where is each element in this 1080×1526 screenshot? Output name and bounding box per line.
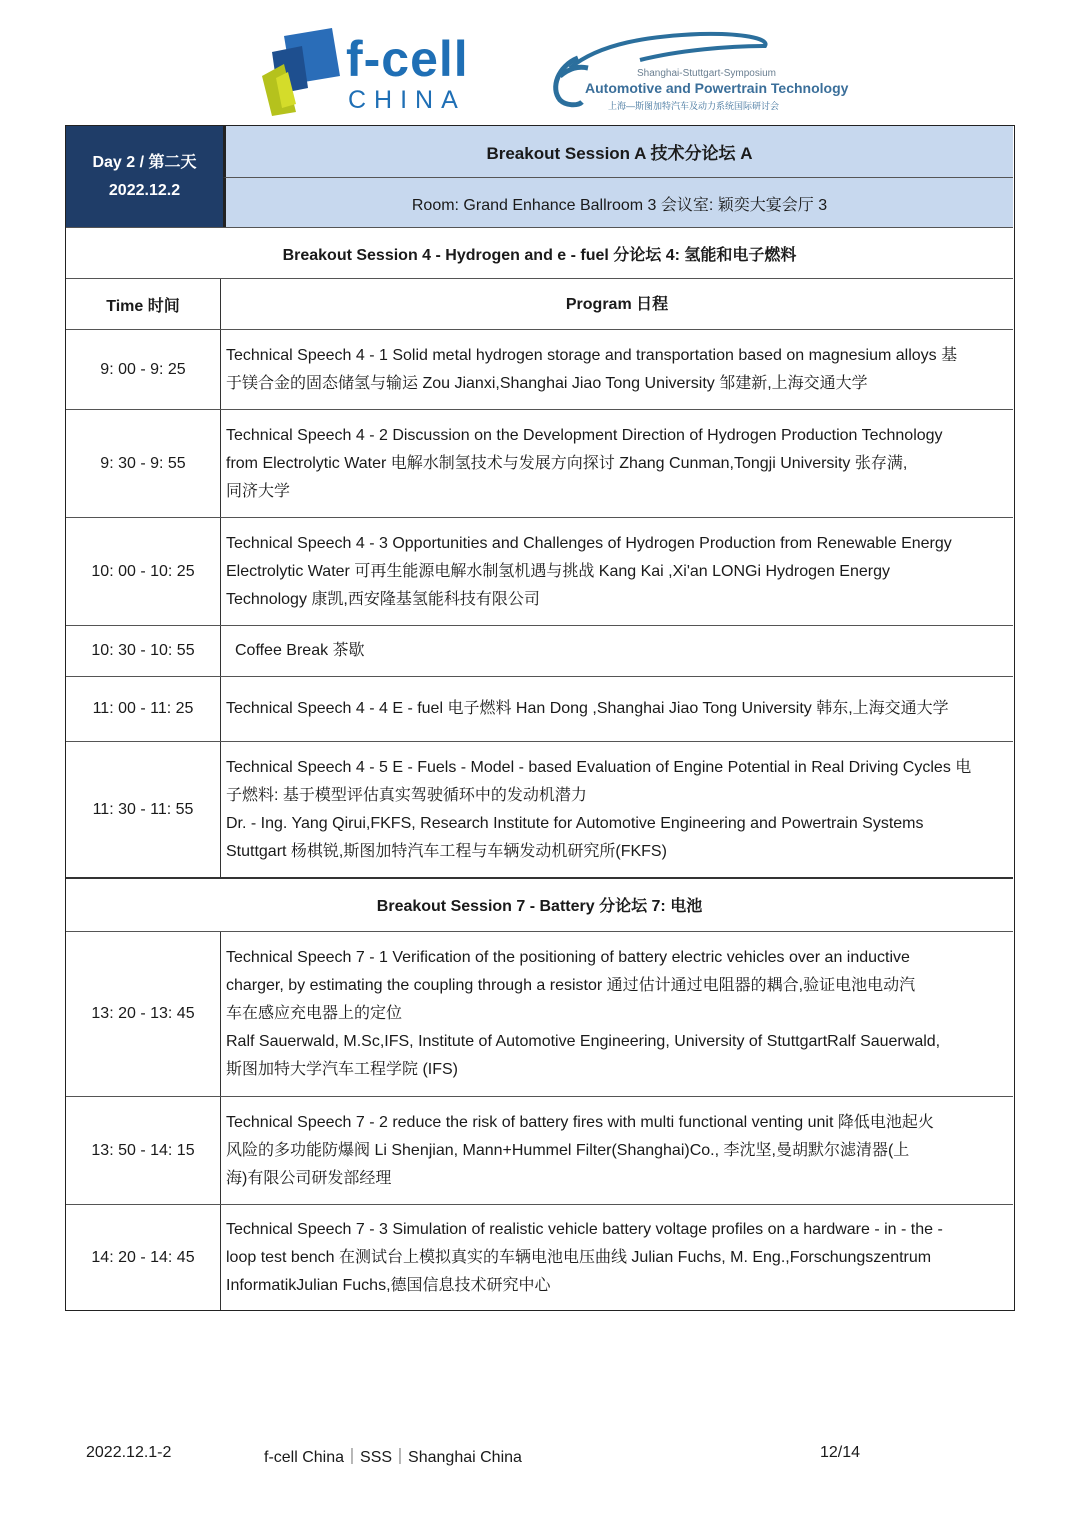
program-line: InformatikJulian Fuchs,德国信息技术研究中心	[226, 1276, 551, 1294]
coffee-break-label: Coffee Break 茶歇	[235, 642, 365, 659]
footer-page-number: 12/14	[820, 1444, 861, 1461]
program-line: 子燃料: 基于模型评估真实驾驶循环中的发动机潜力	[226, 786, 587, 804]
program-line: from Electrolytic Water 电解水制氢技术与发展方向探讨 Zhang Cunman,Tongji University 张存满,	[226, 454, 908, 472]
program-line: 同济大学	[226, 482, 291, 500]
program-cell	[220, 1097, 1013, 1204]
header-logos	[0, 22, 1080, 122]
program-line: Technology 康凯,西安隆基氢能科技有限公司	[226, 590, 540, 608]
day-cell	[66, 126, 223, 228]
program-line: Stuttgart 杨棋锐,斯图加特汽车工程与车辆发动机研究所(FKFS)	[226, 842, 667, 860]
row-time: 9: 30 - 9: 55	[100, 454, 186, 472]
program-line: 车在感应充电器上的定位	[226, 1005, 403, 1022]
schedule-table	[65, 125, 1015, 1311]
sss-subtitle: Shanghai-Stuttgart-Symposium	[637, 68, 776, 79]
session-title: Breakout Session A 技术分论坛 A	[223, 126, 1013, 177]
session7-title: Breakout Session 7 - Battery 分论坛 7: 电池	[376, 898, 703, 915]
program-line: charger, by estimating the coupling through a resistor 通过估计通过电阻器的耦合,验证电池电动汽	[226, 977, 916, 994]
program-cell	[220, 518, 1013, 625]
day-date: 2022.12.2	[108, 182, 181, 199]
fcell-wordmark: f-cell	[346, 31, 469, 87]
row-time: 11: 00 - 11: 25	[92, 700, 194, 717]
program-cell	[220, 677, 1013, 741]
row-time: 13: 50 - 14: 15	[91, 1141, 195, 1159]
program-line: Technical Speech 4 - 1 Solid metal hydrogen storage and transportation based on magnesium alloys 基	[226, 346, 958, 364]
sss-logo	[530, 28, 849, 118]
program-line: 斯图加特大学汽车工程学院 (IFS)	[226, 1061, 458, 1078]
program-line: Technical Speech 4 - 2 Discussion on the Development Direction of Hydrogen Production Technology	[226, 426, 943, 444]
row-time: 9: 00 - 9: 25	[100, 360, 186, 378]
room-label: Room: Grand Enhance Ballroom 3 会议室: 颖奕大宴会厅 3	[223, 177, 1013, 228]
col-program-header: Program 日程	[220, 279, 1013, 330]
program-cell	[220, 932, 1013, 1096]
program-line: Ralf Sauerwald, M.Sc,IFS, Institute of Automotive Engineering, University of StuttgartRalf Sauerwald,	[226, 1033, 941, 1050]
program-line: 海)有限公司研发部经理	[226, 1169, 392, 1187]
program-line: 于镁合金的固态储氢与输运 Zou Jianxi,Shanghai Jiao Tong University 邹建新,上海交通大学	[226, 374, 868, 392]
fcell-china-logo	[262, 26, 472, 118]
program-line: Technical Speech 7 - 3 Simulation of realistic vehicle battery voltage profiles on a hardware - in - the -	[226, 1220, 943, 1238]
program-line: loop test bench 在测试台上模拟真实的车辆电池电压曲线 Julian Fuchs, M. Eng.,Forschungszentrum	[226, 1248, 932, 1266]
program-line: 风险的多功能防爆阀 Li Shenjian, Mann+Hummel Filter(Shanghai)Co., 李沈坚,曼胡默尔滤清器(上	[226, 1141, 910, 1159]
program-line: Technical Speech 4 - 3 Opportunities and Challenges of Hydrogen Production from Renewable Energy	[226, 534, 952, 552]
sss-title: Automotive and Powertrain Technology	[585, 80, 849, 96]
row-time: 11: 30 - 11: 55	[92, 800, 194, 818]
program-line: Electrolytic Water 可再生能源电解水制氢机遇与挑战 Kang Kai ,Xi'an LONGi Hydrogen Energy	[226, 562, 890, 580]
program-cell	[220, 1205, 1013, 1310]
fcell-logo-mark-icon	[262, 28, 342, 116]
footer-date: 2022.12.1-2	[86, 1444, 172, 1461]
col-time-header: Time 时间	[106, 298, 180, 315]
fcell-china-wordmark: CHINA	[348, 86, 466, 114]
footer-event: f-cell China｜SSS｜Shanghai China	[264, 1449, 522, 1466]
session4-title: Breakout Session 4 - Hydrogen and e - fuel 分论坛 4: 氢能和电子燃料	[282, 247, 797, 264]
day-label: Day 2 / 第二天	[92, 154, 197, 171]
program-line: Technical Speech 4 - 4 E - fuel 电子燃料 Han Dong ,Shanghai Jiao Tong University 韩东,上海交通大学	[226, 700, 949, 717]
row-time: 10: 30 - 10: 55	[91, 642, 195, 659]
program-cell	[220, 626, 1013, 676]
program-cell	[220, 330, 1013, 409]
row-time: 10: 00 - 10: 25	[91, 562, 195, 580]
program-line: Technical Speech 7 - 1 Verification of the positioning of battery electric vehicles over an inductive	[226, 949, 910, 966]
sss-chinese-title: 上海—斯图加特汽车及动力系统国际研讨会	[608, 101, 780, 111]
program-cell	[220, 742, 1013, 877]
program-cell	[220, 410, 1013, 517]
program-line: Dr. - Ing. Yang Qirui,FKFS, Research Institute for Automotive Engineering and Powertrain Systems	[226, 814, 924, 832]
program-line: Technical Speech 4 - 5 E - Fuels - Model - based Evaluation of Engine Potential in Real Driving Cycles 电	[226, 758, 972, 776]
program-line: Technical Speech 7 - 2 reduce the risk of battery fires with multi functional venting unit 降低电池起火	[226, 1113, 934, 1131]
row-time: 14: 20 - 14: 45	[91, 1248, 195, 1266]
row-time: 13: 20 - 13: 45	[91, 1005, 195, 1022]
